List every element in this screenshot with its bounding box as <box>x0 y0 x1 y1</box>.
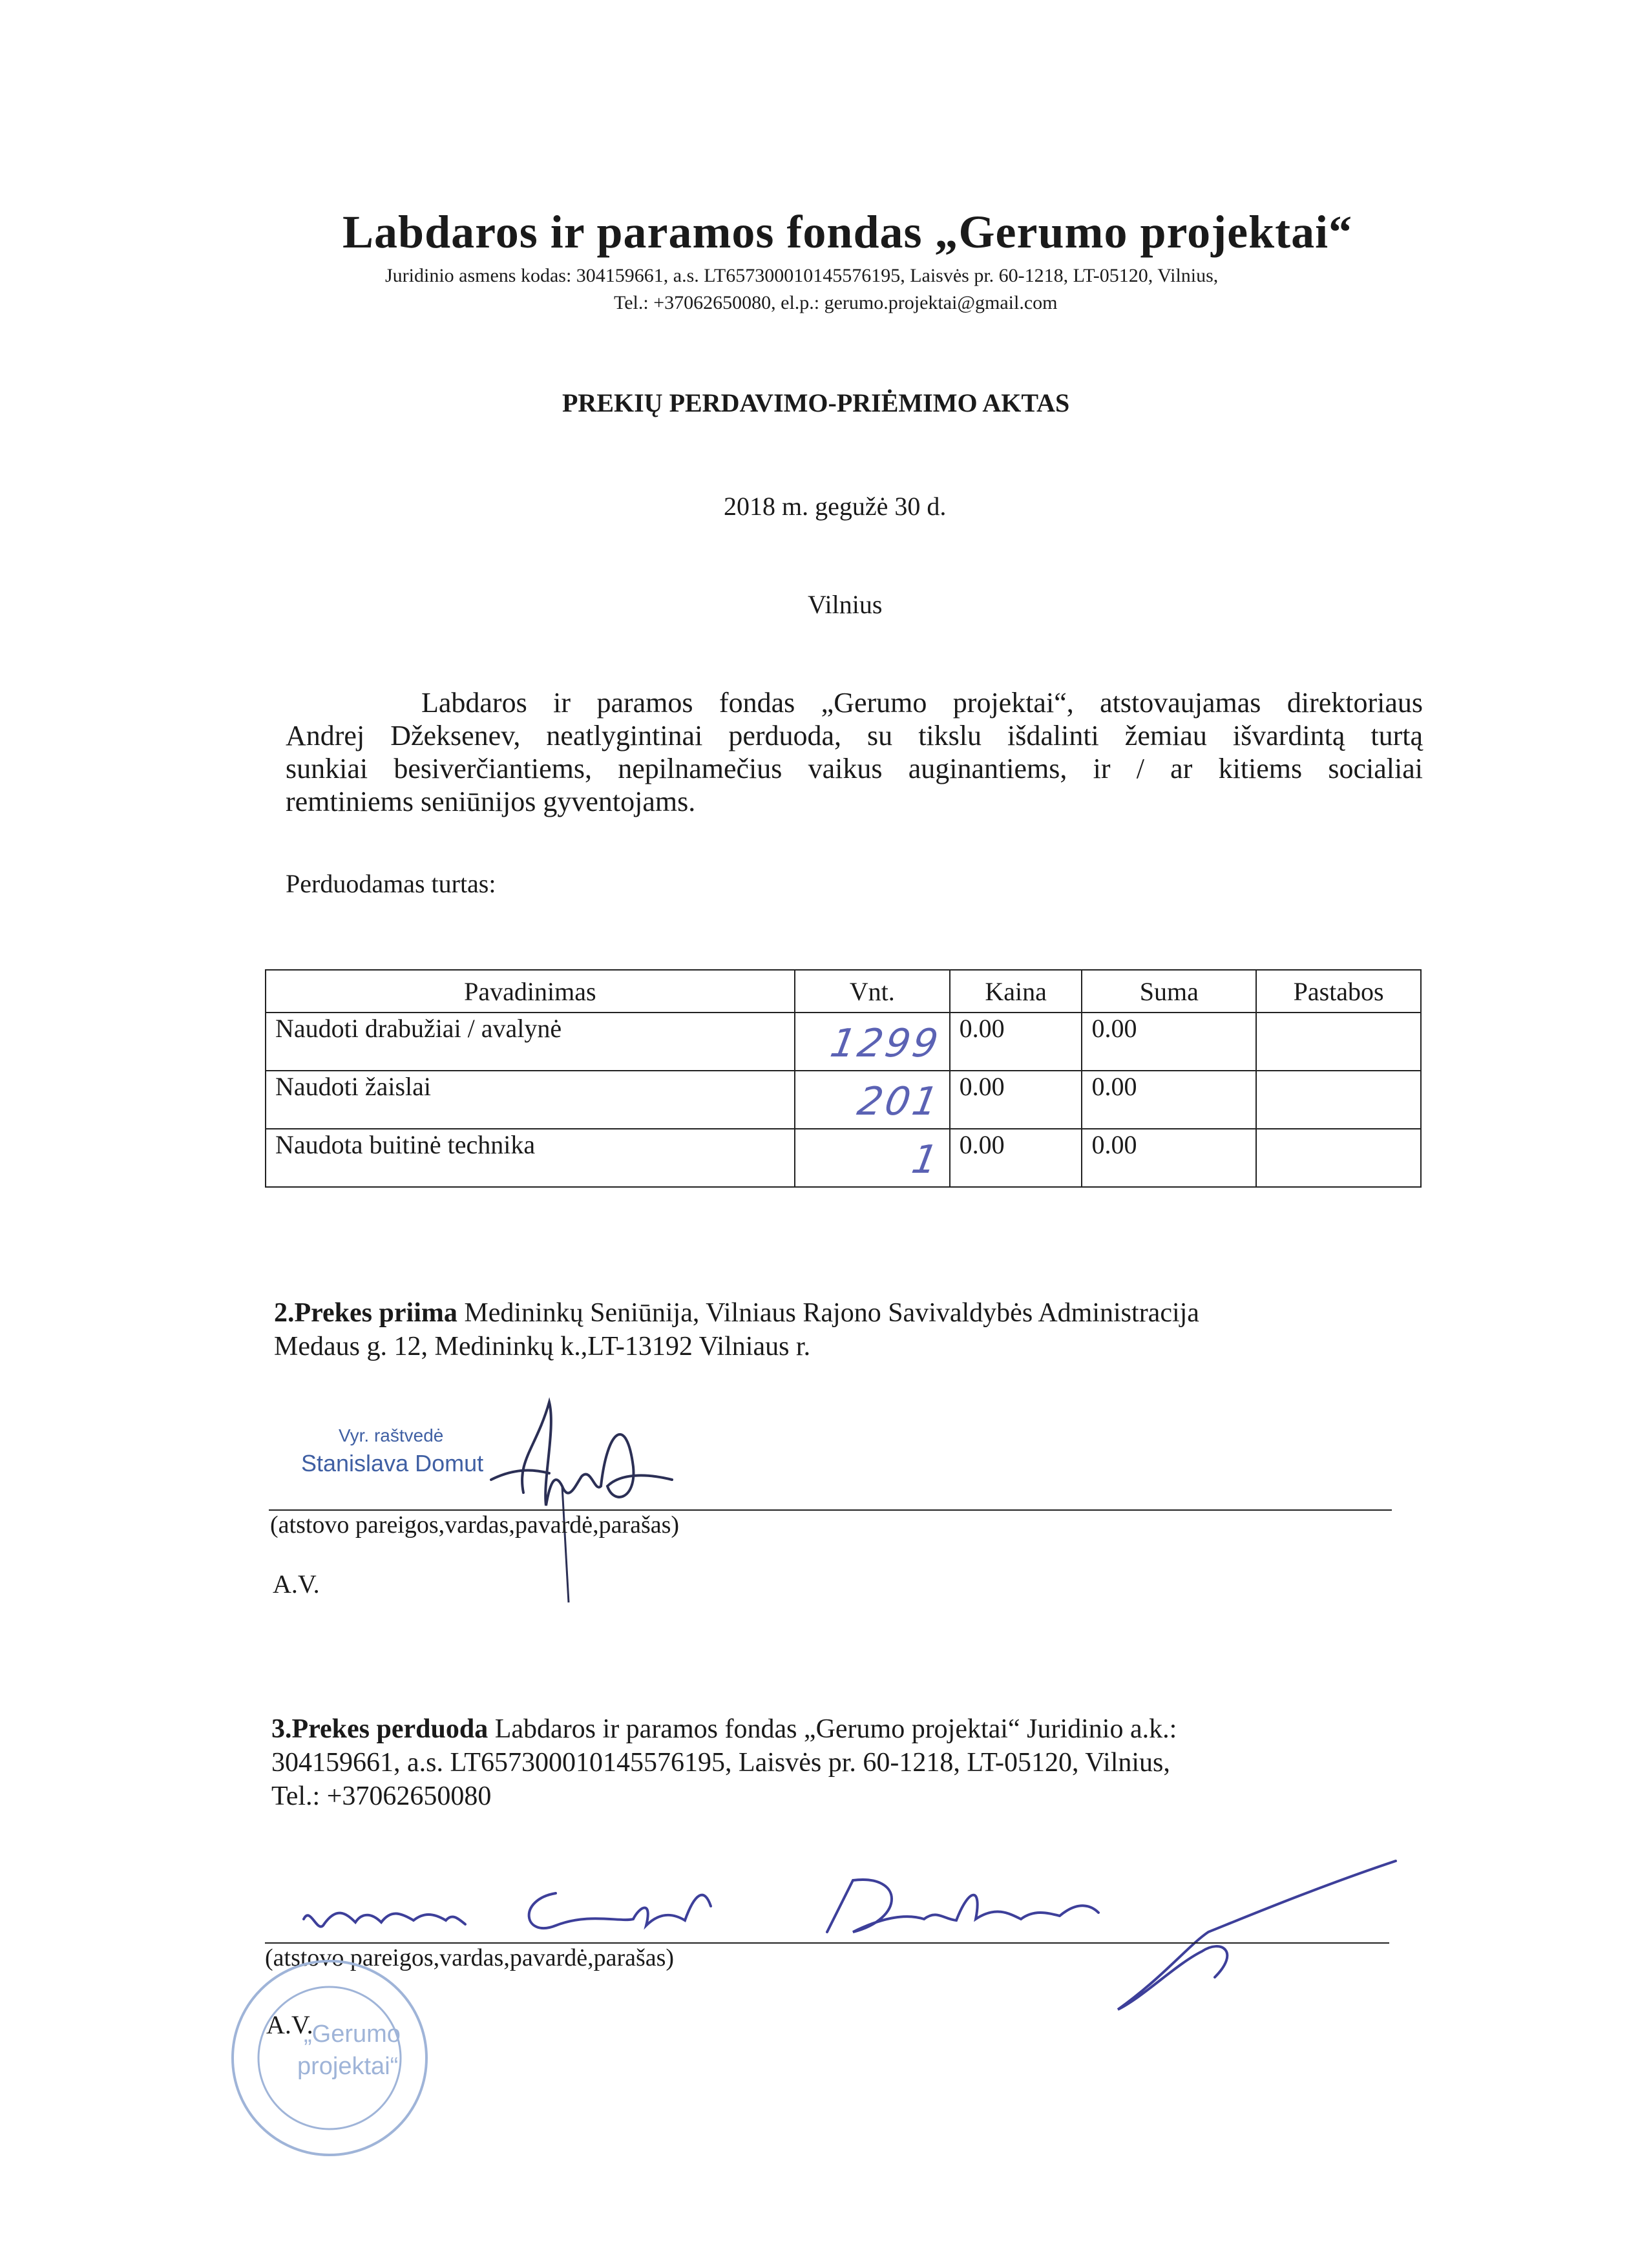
paragraph-line: sunkiai besiverčiantiems, nepilnamečius vaikus auginantiems, ir / ar kitiems socialiai <box>286 753 1423 784</box>
giver-label: 3.Prekes perduoda <box>271 1714 488 1744</box>
org-details-line1: Juridinio asmens kodas: 304159661, a.s. LT657300010145576195, Laisvės pr. 60-1218, LT-05120, Vilnius, <box>385 265 1219 286</box>
cell-name: Naudota buitinė technika <box>266 1129 795 1187</box>
handwritten-qty: 1299 <box>826 1021 944 1066</box>
receiver-text: Medininkų Seniūnija, Vilniaus Rajono Savivaldybės Administracija <box>457 1298 1199 1328</box>
giver-signature-caption: (atstovo pareigos,vardas,pavardė,parašas) <box>265 1944 675 1971</box>
column-header-price: Kaina <box>950 970 1082 1013</box>
org-title: Labdaros ir paramos fondas „Gerumo projektai“ <box>342 206 1353 258</box>
goods-table <box>265 969 1422 1188</box>
receiver-stamp-role: Vyr. raštvedė <box>339 1425 444 1445</box>
paragraph-line: Andrej Džeksenev, neatlygintinai perduoda, su tikslu išdalinti žemiau išvardintą turtą <box>286 720 1423 751</box>
cell-price: 0.00 <box>950 1129 1082 1187</box>
paragraph-line: Labdaros ir paramos fondas „Gerumo projektai“, atstovaujamas direktoriaus <box>421 687 1423 719</box>
receiver-label: 2.Prekes priima <box>274 1298 457 1328</box>
cell-sum: 0.00 <box>1082 1013 1256 1071</box>
handwritten-qty: 201 <box>854 1079 944 1124</box>
document-date: 2018 m. gegužė 30 d. <box>724 492 947 521</box>
table-row <box>266 1129 1421 1187</box>
receiver-signature <box>478 1389 711 1609</box>
table-header-row <box>266 970 1421 1013</box>
giver-line1 <box>271 1712 1177 1746</box>
table-row <box>266 1013 1421 1071</box>
paragraph-line: remtiniems seniūnijos gyventojams. <box>286 786 696 817</box>
svg-text:projektai“: projektai“ <box>297 2053 399 2080</box>
cell-notes <box>1256 1129 1421 1187</box>
org-details-line2: Tel.: +37062650080, el.p.: gerumo.projektai@gmail.com <box>614 292 1058 313</box>
cell-sum: 0.00 <box>1082 1071 1256 1129</box>
cell-price: 0.00 <box>950 1013 1082 1071</box>
document-title: PREKIŲ PERDAVIMO-PRIĖMIMO AKTAS <box>562 388 1070 417</box>
column-header-name: Pavadinimas <box>266 970 795 1013</box>
intro-paragraph <box>286 686 1423 818</box>
column-header-sum: Suma <box>1082 970 1256 1013</box>
cell-name: Naudoti drabužiai / avalynė <box>266 1013 795 1071</box>
giver-line3: Tel.: +37062650080 <box>271 1781 492 1811</box>
document-place: Vilnius <box>808 590 883 619</box>
giver-signature <box>284 1848 1409 2016</box>
cell-notes <box>1256 1013 1421 1071</box>
receiver-stamp-name: Stanislava Domut <box>301 1450 484 1476</box>
organization-seal <box>207 1951 452 2171</box>
cell-price: 0.00 <box>950 1071 1082 1129</box>
table-row <box>266 1071 1421 1129</box>
giver-line2: 304159661, a.s. LT657300010145576195, Laisvės pr. 60-1218, LT-05120, Vilnius, <box>271 1748 1170 1778</box>
svg-text:„Gerumo: „Gerumo <box>304 2021 401 2048</box>
column-header-qty: Vnt. <box>795 970 950 1013</box>
assets-label: Perduodamas turtas: <box>286 869 496 898</box>
handwritten-qty: 1 <box>909 1137 944 1182</box>
receiver-line2: Medaus g. 12, Medininkų k.,LT-13192 Vilniaus r. <box>274 1332 811 1361</box>
cell-notes <box>1256 1071 1421 1129</box>
receiver-line1 <box>274 1296 1199 1330</box>
giver-av: A.V. <box>266 2010 313 2039</box>
cell-sum: 0.00 <box>1082 1129 1256 1187</box>
cell-name: Naudoti žaislai <box>266 1071 795 1129</box>
receiver-signature-caption: (atstovo pareigos,vardas,pavardė,parašas) <box>270 1511 680 1538</box>
giver-text: Labdaros ir paramos fondas „Gerumo projektai“ Juridinio a.k.: <box>488 1714 1177 1744</box>
column-header-notes: Pastabos <box>1256 970 1421 1013</box>
receiver-av: A.V. <box>273 1570 320 1599</box>
